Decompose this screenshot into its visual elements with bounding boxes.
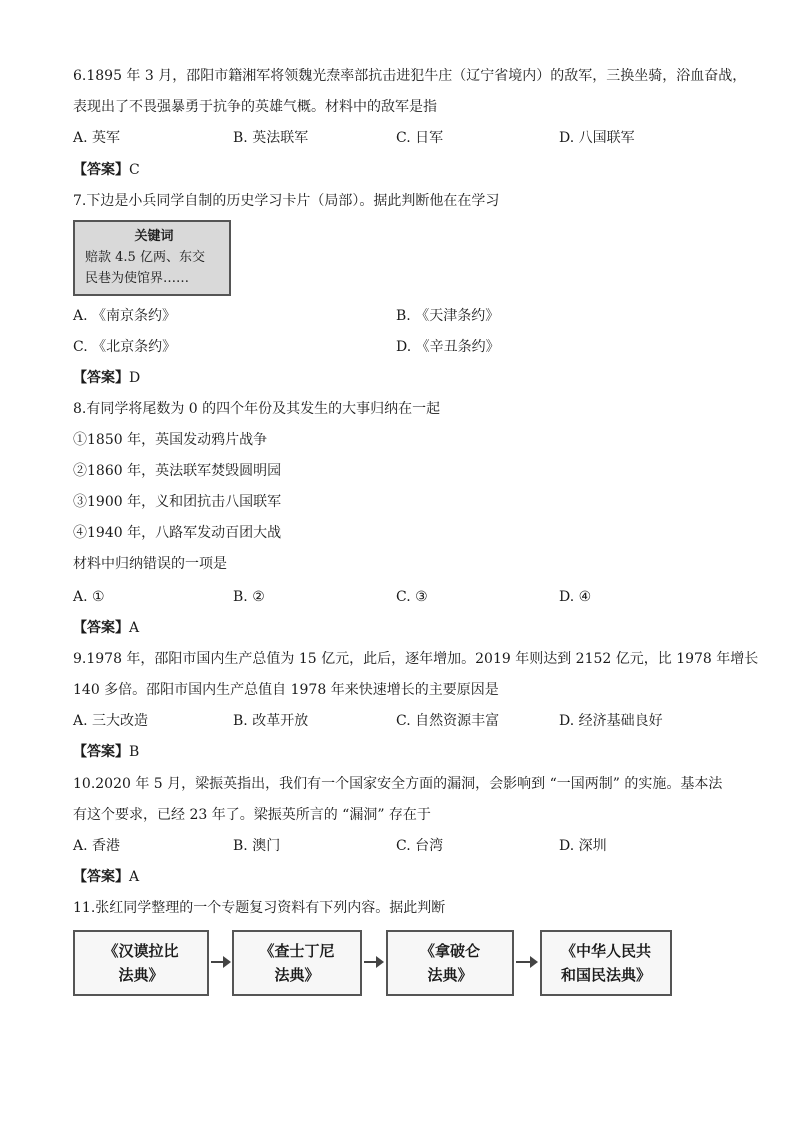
q6-stem-line2: 表现出了不畏强暴勇于抗争的英雄气概。材料中的敌军是指 — [73, 99, 437, 115]
q6-option-c: C. 日军 — [396, 130, 444, 146]
q10-option-c: C. 台湾 — [396, 838, 444, 854]
q9-option-d: D. 经济基础良好 — [559, 713, 663, 729]
flow-box-prc-civil-code — [540, 930, 672, 996]
flow-box-3-line1: 《拿破仑 — [419, 942, 480, 960]
q6-option-a: A. 英军 — [73, 130, 121, 146]
q8-option-d: D. ④ — [559, 589, 592, 605]
q10-answer-value: A — [129, 869, 140, 885]
q8-item-4: ④1940 年，八路军发动百团大战 — [73, 525, 282, 541]
q7-answer-value: D — [129, 370, 141, 386]
q9-option-b: B. 改革开放 — [233, 713, 309, 729]
q9-answer-label: 【答案】 — [73, 744, 129, 760]
q9-option-a: A. 三大改造 — [73, 713, 149, 729]
flow-arrow-3 — [516, 961, 536, 963]
q9-option-c: C. 自然资源丰富 — [396, 713, 500, 729]
q10-option-b: B. 澳门 — [233, 838, 281, 854]
q6-option-d: D. 八国联军 — [559, 130, 635, 146]
history-study-card — [73, 220, 231, 296]
q9-stem-line2: 140 多倍。邵阳市国内生产总值自 1978 年来快速增长的主要原因是 — [73, 682, 499, 698]
q7-option-a: A. 《南京条约》 — [73, 308, 177, 324]
q6-option-b: B. 英法联军 — [233, 130, 309, 146]
q8-item-2: ②1860 年，英法联军焚毁圆明园 — [73, 463, 282, 479]
q8-item-3: ③1900 年，义和团抗击八国联军 — [73, 494, 282, 510]
flow-box-3-line2: 法典》 — [427, 966, 473, 984]
q6-stem-line1: 6.1895 年 3 月，邵阳市籍湘军将领魏光焘率部抗击进犯牛庄（辽宁省境内）的敌军，三换坐骑，浴血奋战， — [73, 68, 747, 84]
flow-box-2-line1: 《查士丁尼 — [259, 942, 335, 960]
q8-option-c: C. ③ — [396, 589, 428, 605]
flow-arrow-1 — [211, 961, 229, 963]
flow-box-2-line2: 法典》 — [274, 966, 320, 984]
q7-option-c: C. 《北京条约》 — [73, 339, 177, 355]
q8-question: 材料中归纳错误的一项是 — [73, 556, 227, 572]
flow-box-justinian — [232, 930, 362, 996]
q11-stem: 11.张红同学整理的一个专题复习资料有下列内容。据此判断 — [73, 900, 446, 916]
flow-box-hammurabi — [73, 930, 209, 996]
flow-box-napoleon — [386, 930, 514, 996]
q10-option-a: A. 香港 — [73, 838, 121, 854]
q9-answer-value: B — [129, 744, 140, 760]
flow-arrow-2 — [364, 961, 382, 963]
flow-box-4-line2: 和国民法典》 — [560, 966, 651, 984]
q6-answer — [73, 160, 733, 180]
q8-answer — [73, 618, 733, 638]
q8-option-b: B. ② — [233, 589, 265, 605]
q7-stem: 7.下边是小兵同学自制的历史学习卡片（局部）。据此判断他在在学习 — [73, 193, 500, 209]
q10-option-d: D. 深圳 — [559, 838, 607, 854]
flow-box-1-line1: 《汉谟拉比 — [103, 942, 179, 960]
q10-stem-line2: 有这个要求，已经 23 年了。梁振英所言的 “漏洞” 存在于 — [73, 807, 431, 823]
q8-stem: 8.有同学将尾数为 0 的四个年份及其发生的大事归纳在一起 — [73, 401, 441, 417]
q6-answer-value: C — [129, 162, 140, 178]
q7-answer-label: 【答案】 — [73, 370, 129, 386]
q10-stem-line1: 10.2020 年 5 月，梁振英指出，我们有一个国家安全方面的漏洞，会影响到 “一国两制” 的实施。基本法 — [73, 776, 723, 792]
q10-answer-label: 【答案】 — [73, 869, 129, 885]
q6-answer-label: 【答案】 — [73, 162, 129, 178]
q10-answer — [73, 867, 733, 887]
q8-item-1: ①1850 年，英国发动鸦片战争 — [73, 432, 268, 448]
q8-answer-value: A — [129, 620, 140, 636]
card-title: 关键词 — [134, 229, 174, 244]
q8-answer-label: 【答案】 — [73, 620, 129, 636]
q8-option-a: A. ① — [73, 589, 105, 605]
q7-answer — [73, 368, 733, 388]
flow-box-1-line2: 法典》 — [118, 966, 164, 984]
q9-answer — [73, 742, 733, 762]
card-line2: 民巷为使馆界…… — [85, 271, 190, 286]
card-line1: 赔款 4.5 亿两、东交 — [85, 250, 205, 265]
flow-box-4-line1: 《中华人民共 — [560, 942, 651, 960]
q7-option-b: B. 《天津条约》 — [396, 308, 500, 324]
law-code-flowchart — [73, 930, 673, 1000]
q7-option-d: D. 《辛丑条约》 — [396, 339, 500, 355]
q9-stem-line1: 9.1978 年，邵阳市国内生产总值为 15 亿元，此后，逐年增加。2019 年则达到 2152 亿元，比 1978 年增长 — [73, 651, 759, 667]
